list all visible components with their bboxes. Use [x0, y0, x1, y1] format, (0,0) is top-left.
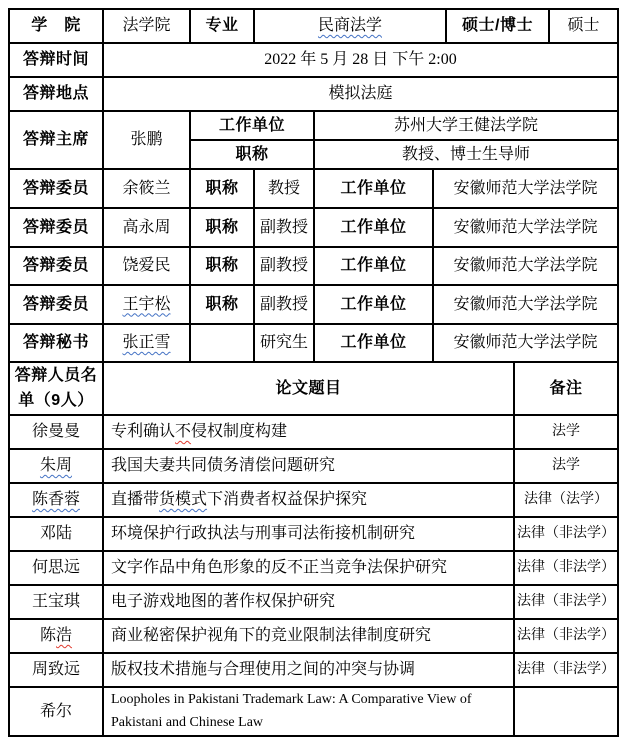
thesis-title-text: 专利确认: [111, 423, 176, 440]
student-row: [9, 653, 618, 687]
thesis-title: [103, 415, 514, 449]
student-name: [9, 687, 103, 736]
chair-title-value: 教授、博士生导师: [314, 140, 618, 169]
committee-title-label: 职称: [190, 169, 254, 208]
committee-name: [103, 285, 190, 324]
committee-role: 答辩委员: [9, 208, 103, 247]
student-row: [9, 415, 618, 449]
thesis-title-header: 论文题目: [103, 362, 514, 415]
student-row: [9, 585, 618, 619]
student-row: [9, 687, 618, 736]
student-name-text: 陈: [39, 627, 56, 644]
committee-title-label: 职称: [190, 285, 254, 324]
thesis-title-text: 版权技术措施与合理使用之间的冲突与协调: [111, 661, 416, 678]
student-name: [9, 483, 103, 517]
student-name: [9, 449, 103, 483]
thesis-title: [103, 517, 514, 551]
venue-value: 模拟法庭: [103, 77, 618, 111]
college-value: 法学院: [103, 9, 190, 43]
committee-work-value: 安徽师范大学法学院: [433, 247, 618, 285]
committee-title-value: 副教授: [254, 208, 314, 247]
student-remark: 法律（法学）: [514, 483, 618, 517]
student-name: [9, 619, 103, 653]
committee-title-value: 教授: [254, 169, 314, 208]
thesis-title: [103, 483, 514, 517]
student-name-wavy: 朱周: [39, 457, 72, 474]
student-name-text: 徐曼曼: [31, 423, 80, 440]
thesis-title-text: 电子游戏地图的著作权保护研究: [111, 593, 336, 610]
thesis-title-wavy: 货模式: [159, 491, 208, 508]
student-name-text: 希尔: [39, 702, 72, 720]
student-name-wavy: 陈香蓉: [31, 491, 80, 508]
student-name: [9, 585, 103, 619]
committee-name-text: 王宇松: [122, 295, 171, 313]
thesis-title: [103, 585, 514, 619]
committee-work-label: 工作单位: [314, 285, 433, 324]
committee-role: 答辩委员: [9, 169, 103, 208]
student-remark: 法律（非法学）: [514, 585, 618, 619]
committee-work-label: 工作单位: [314, 208, 433, 247]
student-remark: 法学: [514, 415, 618, 449]
student-row: [9, 449, 618, 483]
student-name-wavy: 浩: [56, 627, 73, 644]
major-value: [254, 9, 446, 43]
student-name: [9, 653, 103, 687]
committee-work-label: 工作单位: [314, 169, 433, 208]
major-label: 专业: [190, 9, 254, 43]
thesis-title-text: 文字作品中角色形象的反不正当竞争法保护研究: [111, 559, 448, 576]
secretary-title-value: 研究生: [254, 324, 314, 362]
venue-label: 答辩地点: [9, 77, 103, 111]
secretary-work-value: 安徽师范大学法学院: [433, 324, 618, 362]
committee-name: 饶爱民: [103, 247, 190, 285]
chair-name: 张鹏: [103, 111, 190, 169]
committee-title-value: 副教授: [254, 247, 314, 285]
student-row: [9, 483, 618, 517]
chair-work-label: 工作单位: [190, 111, 314, 140]
secretary-name-text: 张正雪: [122, 334, 171, 351]
committee-name: 高永周: [103, 208, 190, 247]
thesis-title-post: 下消费者权益保护探究: [207, 491, 368, 508]
thesis-title-text: Loopholes in Pakistani Trademark Law: A Comparative View of Pakistani and Chinese Law: [111, 692, 472, 730]
student-remark: 法律（非法学）: [514, 619, 618, 653]
committee-work-value: 安徽师范大学法学院: [433, 169, 618, 208]
thesis-title-post: 侵权制度构建: [191, 423, 288, 440]
thesis-title-wavy: 不: [175, 423, 192, 440]
thesis-title-text: 商业秘密保护视角下的竞业限制法律制度研究: [111, 627, 432, 644]
secretary-role-label: 答辩秘书: [9, 324, 103, 362]
thesis-title: [103, 619, 514, 653]
student-name: [9, 415, 103, 449]
student-name: [9, 551, 103, 585]
committee-title-label: 职称: [190, 208, 254, 247]
student-remark: 法学: [514, 449, 618, 483]
time-value: 2022 年 5 月 28 日 下午 2:00: [103, 43, 618, 77]
committee-work-label: 工作单位: [314, 247, 433, 285]
thesis-title: [103, 687, 514, 736]
major-value-text: 民商法学: [317, 17, 382, 34]
committee-work-value: 安徽师范大学法学院: [433, 208, 618, 247]
student-remark: 法律（非法学）: [514, 551, 618, 585]
student-row: [9, 619, 618, 653]
committee-role: 答辩委员: [9, 247, 103, 285]
thesis-title-text: 环境保护行政执法与刑事司法衔接机制研究: [111, 525, 416, 542]
student-remark: 法律（非法学）: [514, 517, 618, 551]
remark-header: 备注: [514, 362, 618, 415]
student-row: [9, 517, 618, 551]
student-row: [9, 551, 618, 585]
degree-label: 硕士/博士: [446, 9, 549, 43]
chair-work-value: 苏州大学王健法学院: [314, 111, 618, 140]
committee-role: 答辩委员: [9, 285, 103, 324]
student-name-text: 邓陆: [39, 525, 72, 542]
defense-schedule-table: [8, 8, 619, 737]
secretary-name: [103, 324, 190, 362]
committee-title-label: 职称: [190, 247, 254, 285]
thesis-title-text: 直播带: [111, 491, 160, 508]
thesis-title-text: 我国夫妻共同债务清偿问题研究: [111, 457, 336, 474]
student-remark: [514, 687, 618, 736]
student-name-text: 周致远: [31, 661, 80, 678]
student-remark: 法律（非法学）: [514, 653, 618, 687]
chair-role-label: 答辩主席: [9, 111, 103, 169]
secretary-work-label: 工作单位: [314, 324, 433, 362]
thesis-title: [103, 551, 514, 585]
college-label: 学 院: [9, 9, 103, 43]
degree-value: 硕士: [549, 9, 618, 43]
committee-name: 余筱兰: [103, 169, 190, 208]
roster-header-label: 答辩人员名单（9人）: [9, 362, 103, 415]
thesis-title: [103, 653, 514, 687]
student-name-text: 王宝琪: [31, 593, 80, 610]
student-name: [9, 517, 103, 551]
thesis-title: [103, 449, 514, 483]
committee-work-value: 安徽师范大学法学院: [433, 285, 618, 324]
secretary-empty-cell: [190, 324, 254, 362]
committee-title-value: 副教授: [254, 285, 314, 324]
time-label: 答辩时间: [9, 43, 103, 77]
chair-title-label: 职称: [190, 140, 314, 169]
student-name-text: 何思远: [31, 559, 80, 576]
